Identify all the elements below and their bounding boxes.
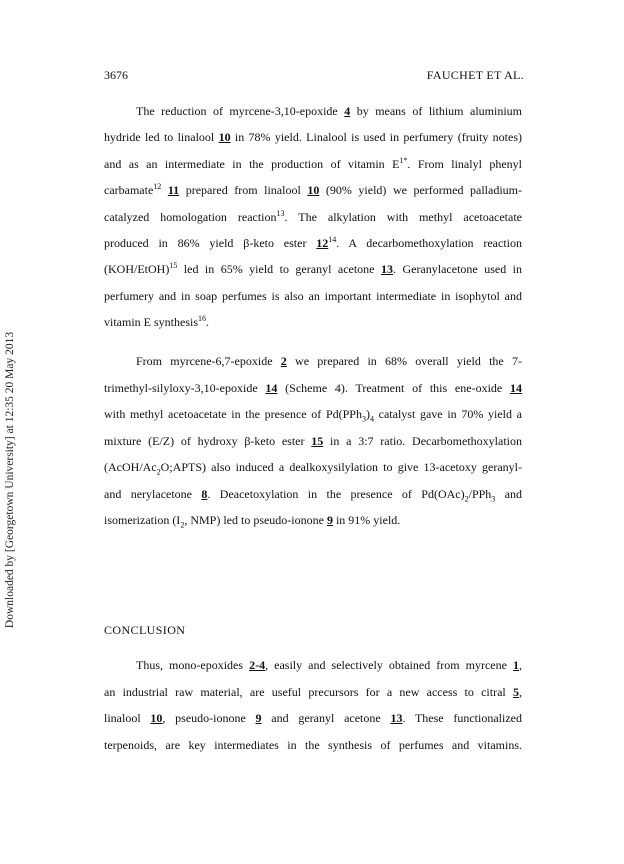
citation: 16: [198, 314, 206, 323]
paragraph-3-line-4: terpenoids, are key intermediates in the synthesis of perfumes and vitamins.: [104, 738, 522, 752]
paragraph-1-line-5: catalyzed homologation reaction$^{13}$. The alkylation with methyl acetoacetate: [104, 209, 522, 224]
compound-ref: 1: [512, 658, 519, 672]
compound-ref: 9: [255, 711, 262, 725]
paragraph-2-line-6: and nerylacetone 8. Deacetoxylation in the presence of $Pd(OAc)_2/PPh_3$ and: [104, 487, 523, 504]
compound-ref: 10: [150, 711, 163, 725]
subscript: 2: [180, 520, 185, 530]
compound-ref: 2: [280, 354, 287, 368]
compound-ref: 15: [311, 434, 324, 448]
compound-ref: 13: [390, 711, 403, 725]
paragraph-1-line-4: carbamate$^{12}$ 11 prepared from linalool 10 (90% yield) we performed palladium-: [104, 182, 522, 197]
page-number: 3676: [104, 68, 128, 82]
paragraph-2-line-2: trimethyl-silyloxy-3,10-epoxide 14 (Scheme 4). Treatment of this ene-oxide 14: [104, 381, 522, 395]
subscript: 3: [361, 414, 366, 424]
compound-ref: 8: [201, 487, 208, 501]
paragraph-2-line-3: with methyl acetoacetate in the presence of $Pd(PPh_3)_4$ catalyst gave in 70% yield a: [104, 407, 522, 424]
running-head: FAUCHET ET AL.: [426, 68, 524, 82]
paragraph-2-line-1: From myrcene-6,7-epoxide 2 we prepared in 68% overall yield the 7-: [136, 354, 522, 368]
compound-ref: 14: [510, 381, 522, 395]
compound-ref: 10: [218, 130, 231, 144]
section-heading-conclusion: CONCLUSION: [104, 623, 186, 637]
compound-ref: 11: [167, 183, 180, 197]
download-watermark-text: Downloaded by [Georgetown University] at 12:35 20 May 2013: [4, 331, 16, 629]
paragraph-3-line-3: linalool 10, pseudo-ionone 9 and geranyl acetone 13. These functionalized: [104, 711, 523, 725]
compound-ref: 5: [513, 685, 519, 699]
citation: 12: [153, 182, 162, 191]
compound-ref: 9: [326, 513, 333, 527]
subscript: 2: [156, 467, 161, 477]
paragraph-1-line-2: hydride led to linalool 10 in 78% yield. Linalool is used in perfumery (fruity notes): [104, 130, 522, 144]
paragraph-2-line-7: isomerization ($I_2$, NMP) led to pseudo-ionone 9 in 91% yield.: [104, 513, 401, 530]
paragraph-2-line-5: $(AcOH/Ac_2O;APTS)$ also induced a dealkoxysilylation to give 13-acetoxy geranyl-: [104, 460, 522, 477]
citation: 15: [169, 261, 178, 270]
compound-ref: 14: [265, 381, 278, 395]
compound-ref: 10: [307, 183, 320, 197]
compound-ref: 12: [316, 236, 329, 250]
compound-ref: 2-4: [249, 658, 266, 672]
subscript: 4: [369, 414, 374, 424]
paragraph-3-line-1: Thus, mono-epoxides 2-4, easily and selectively obtained from myrcene 1,: [136, 658, 522, 672]
subscript: 2: [464, 494, 469, 504]
subscript: 3: [491, 494, 496, 504]
paragraph-1-line-3: and as an intermediate in the production of vitamin $E^{1*}$. From linalyl phenyl: [104, 156, 523, 171]
paragraph-1-line-8: perfumery and in soap perfumes is also an important intermediate in isophytol and: [104, 289, 522, 303]
compound-ref: 4: [344, 104, 351, 118]
paragraph-1-line-6: produced in 86% yield β-keto ester $12^{14}$. A decarbomethoxylation reaction: [104, 235, 523, 250]
paragraph-1-line-1: The reduction of myrcene-3,10-epoxide 4 by means of lithium aluminium: [136, 104, 522, 118]
paragraph-3-line-2: an industrial raw material, are useful precursors for a new access to citral 5,: [104, 685, 522, 699]
paragraph-2-line-4: mixture (E/Z) of hydroxy β-keto ester 15 in a 3:7 ratio. Decarbomethoxylation: [104, 434, 522, 448]
citation: 13: [276, 209, 285, 218]
compound-ref: 13: [380, 262, 393, 276]
paragraph-1-line-9: vitamin E synthesis$^{16}$.: [104, 314, 209, 329]
citation: 1*: [399, 156, 408, 165]
paragraph-1-line-7: (KOH/EtOH)$^{15}$ led in 65% yield to geranyl acetone 13. Geranylacetone used in: [104, 261, 522, 276]
citation: 14: [328, 235, 337, 244]
